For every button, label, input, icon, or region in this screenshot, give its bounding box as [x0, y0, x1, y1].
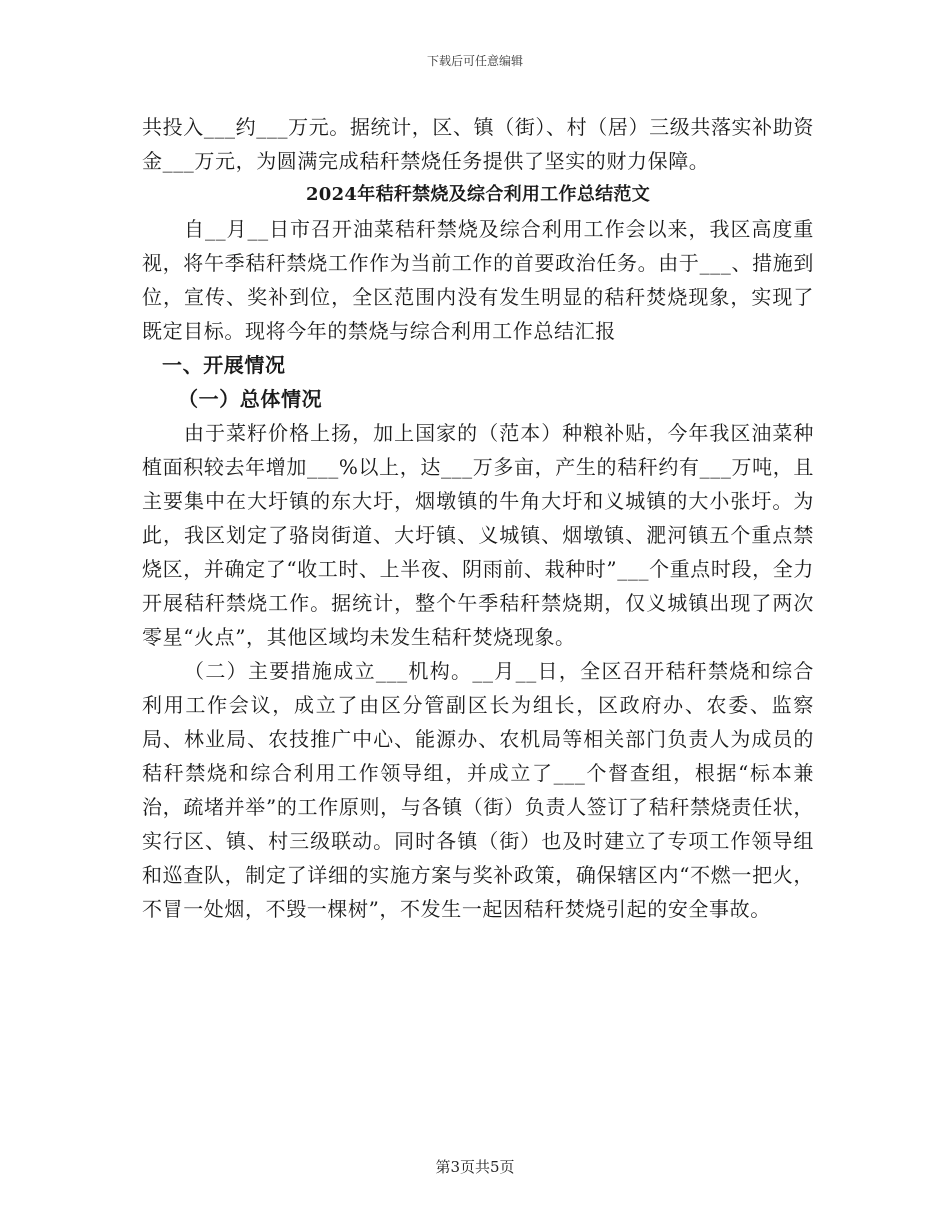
measures-paragraph: （二）主要措施成立___机构。__月__日，全区召开秸秆禁烧和综合利用工作会议，成立了由区分管副区长为组长，区政府办、农委、监察局、林业局、农技推广中心、能源办、农机局等相关部门负责人为成员的秸秆禁烧和综合利用工作领导组，并成立了___个督查组，根据“标本兼治，疏堵并举”的工作原则，与各镇（街）负责人签订了秸秆禁烧责任状，实行区、镇、村三级联动。同时各镇（街）也及时建立了专项工作领导组和巡查队，制定了详细的实施方案与奖补政策，确保辖区内“不燃一把火，不冒一处烟，不毁一棵树”，不发生一起因秸秆焚烧引起的安全事故。: [142, 659, 814, 921]
overview-paragraph: 由于菜籽价格上扬，加上国家的（范本）种粮补贴，今年我区油菜种植面积较去年增加___%以上，达___万多亩，产生的秸秆约有___万吨，且主要集中在大圩镇的东大圩，烟墩镇的牛角大圩和义城镇的大小张圩。为此，我区划定了骆岗街道、大圩镇、义城镇、烟墩镇、淝河镇五个重点禁烧区，并确定了“收工时、上半夜、阴雨前、栽种时”___个重点时段，全力开展秸秆禁烧工作。据统计，整个午季秸秆禁烧期，仅义城镇出现了两次零星“火点”，其他区域均未发生秸秆焚烧现象。: [142, 421, 814, 649]
page-header-note: 下载后可任意编辑: [426, 54, 523, 68]
intro-paragraph: 自__月__日市召开油菜秸秆禁烧及综合利用工作会以来，我区高度重视，将午季秸秆禁烧工作作为当前工作的首要政治任务。由于___、措施到位，宣传、奖补到位，全区范围内没有发生明显的秸秆焚烧现象，实现了既定目标。现将今年的禁烧与综合利用工作总结汇报: [142, 217, 814, 343]
continuation-paragraph: 共投入___约___万元。据统计，区、镇（街）、村（居）三级共落实补助资金___万元，为圆满完成秸秆禁烧任务提供了坚实的财力保障。: [142, 115, 814, 173]
document-body: [142, 110, 814, 926]
section-heading: 一、开展情况: [162, 353, 286, 377]
page-number: 第3页共5页: [435, 1158, 515, 1176]
document-title: 2024年秸秆禁烧及综合利用工作总结范文: [305, 184, 651, 205]
subsection-heading: （一）总体情况: [178, 387, 323, 411]
